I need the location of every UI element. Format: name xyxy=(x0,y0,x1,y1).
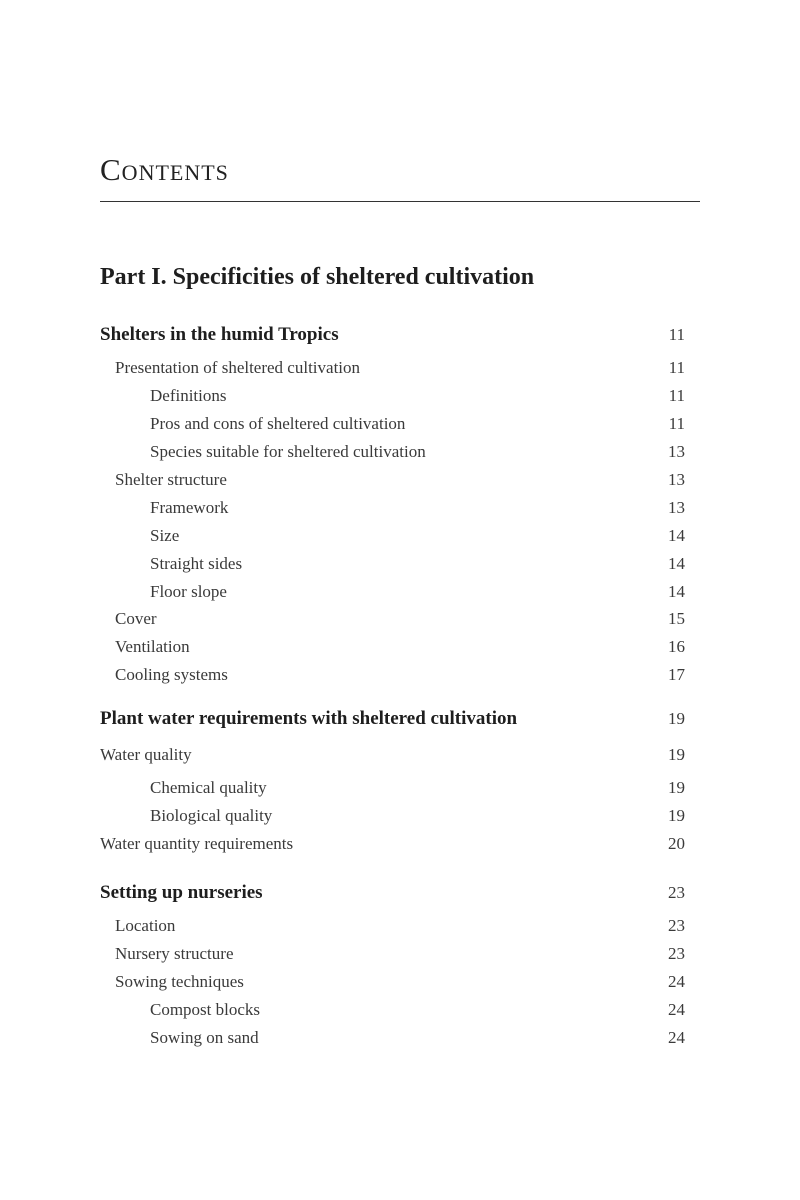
toc-page-number: 19 xyxy=(668,778,685,797)
toc-entry-label: Floor slope xyxy=(150,582,227,601)
toc-entry-label: Cover xyxy=(115,609,157,628)
toc-entry-label: Pros and cons of sheltered cultivation xyxy=(150,414,406,433)
toc-entry-label: Presentation of sheltered cultivation xyxy=(115,358,361,377)
toc-entry-label: Species suitable for sheltered cultivation xyxy=(150,442,426,461)
toc-entry-label: Framework xyxy=(150,498,229,517)
toc-page-number: 11 xyxy=(668,325,685,344)
toc-entry-section[interactable] xyxy=(100,665,685,689)
toc-entry-label: Definitions xyxy=(150,386,227,405)
toc-entry-label: Nursery structure xyxy=(115,944,234,963)
toc-entry-label: Compost blocks xyxy=(150,1000,261,1019)
toc-entry-section[interactable] xyxy=(100,745,685,769)
toc-entry-chapter[interactable] xyxy=(100,882,685,906)
toc-entry-section[interactable] xyxy=(100,358,685,382)
toc-page-number: 16 xyxy=(668,637,685,656)
toc-entry-label: Water quantity requirements xyxy=(100,834,294,853)
toc-page-number: 24 xyxy=(668,1000,685,1019)
toc-entry-subsection[interactable] xyxy=(100,554,685,578)
toc-entry-label: Setting up nurseries xyxy=(100,882,263,903)
toc-entry-section[interactable] xyxy=(100,470,685,494)
toc-entry-subsection[interactable] xyxy=(100,386,685,410)
toc-page-number: 24 xyxy=(668,1028,685,1047)
toc-page-number: 23 xyxy=(668,883,685,902)
toc-entry-label: Sowing on sand xyxy=(150,1028,259,1047)
toc-entry-label: Chemical quality xyxy=(150,778,267,797)
toc-page-number: 14 xyxy=(668,554,685,573)
toc-page-number: 11 xyxy=(668,358,685,377)
toc-entry-label: Shelter structure xyxy=(115,470,227,489)
toc-entry-label: Sowing techniques xyxy=(115,972,244,991)
toc-page-number: 20 xyxy=(668,834,685,853)
toc-entry-subsection[interactable] xyxy=(100,778,685,802)
title-divider xyxy=(100,201,700,202)
toc-entry-section[interactable] xyxy=(100,972,685,996)
toc-entry-label: Ventilation xyxy=(115,637,190,656)
toc-entry-subsection[interactable] xyxy=(100,1028,685,1052)
toc-page-number: 17 xyxy=(668,665,685,684)
toc-page-number: 24 xyxy=(668,972,685,991)
toc-page-number: 13 xyxy=(668,470,685,489)
toc-entry-subsection[interactable] xyxy=(100,526,685,550)
toc-page-number: 15 xyxy=(668,609,685,628)
toc-page-number: 19 xyxy=(668,806,685,825)
toc-entry-subsection[interactable] xyxy=(100,806,685,830)
toc-page-number: 19 xyxy=(668,745,685,764)
toc-page-number: 14 xyxy=(668,582,685,601)
toc-entry-label: Shelters in the humid Tropics xyxy=(100,324,339,345)
toc-entry-label: Water quality xyxy=(100,745,192,764)
page-title: Contents xyxy=(100,152,229,187)
toc-page-number: 19 xyxy=(668,709,685,728)
toc-entry-subsection[interactable] xyxy=(100,498,685,522)
toc-entry-subsection[interactable] xyxy=(100,414,685,438)
toc-page-number: 11 xyxy=(668,414,685,433)
toc-entry-chapter[interactable] xyxy=(100,708,685,732)
toc-entry-subsection[interactable] xyxy=(100,1000,685,1024)
toc-page-number: 14 xyxy=(668,526,685,545)
toc-entry-chapter[interactable] xyxy=(100,324,685,348)
toc-page-number: 23 xyxy=(668,944,685,963)
toc-entry-section[interactable] xyxy=(100,916,685,940)
toc-entry-section[interactable] xyxy=(100,637,685,661)
toc-page-number: 13 xyxy=(668,498,685,517)
toc-entry-label: Plant water requirements with sheltered cultivation xyxy=(100,708,518,729)
toc-entry-label: Straight sides xyxy=(150,554,243,573)
toc-entry-label: Location xyxy=(115,916,176,935)
part-title: Part I. Specificities of sheltered cultivation xyxy=(100,264,535,290)
toc-entry-label: Cooling systems xyxy=(115,665,228,684)
toc-page-number: 23 xyxy=(668,916,685,935)
toc-entry-section[interactable] xyxy=(100,609,685,633)
toc-entry-subsection[interactable] xyxy=(100,582,685,606)
toc-entry-section[interactable] xyxy=(100,944,685,968)
toc-entry-label: Size xyxy=(150,526,180,545)
toc-page-number: 11 xyxy=(668,386,685,405)
toc-entry-section[interactable] xyxy=(100,834,685,858)
toc-entry-subsection[interactable] xyxy=(100,442,685,466)
toc-page-number: 13 xyxy=(668,442,685,461)
toc-entry-label: Biological quality xyxy=(150,806,273,825)
